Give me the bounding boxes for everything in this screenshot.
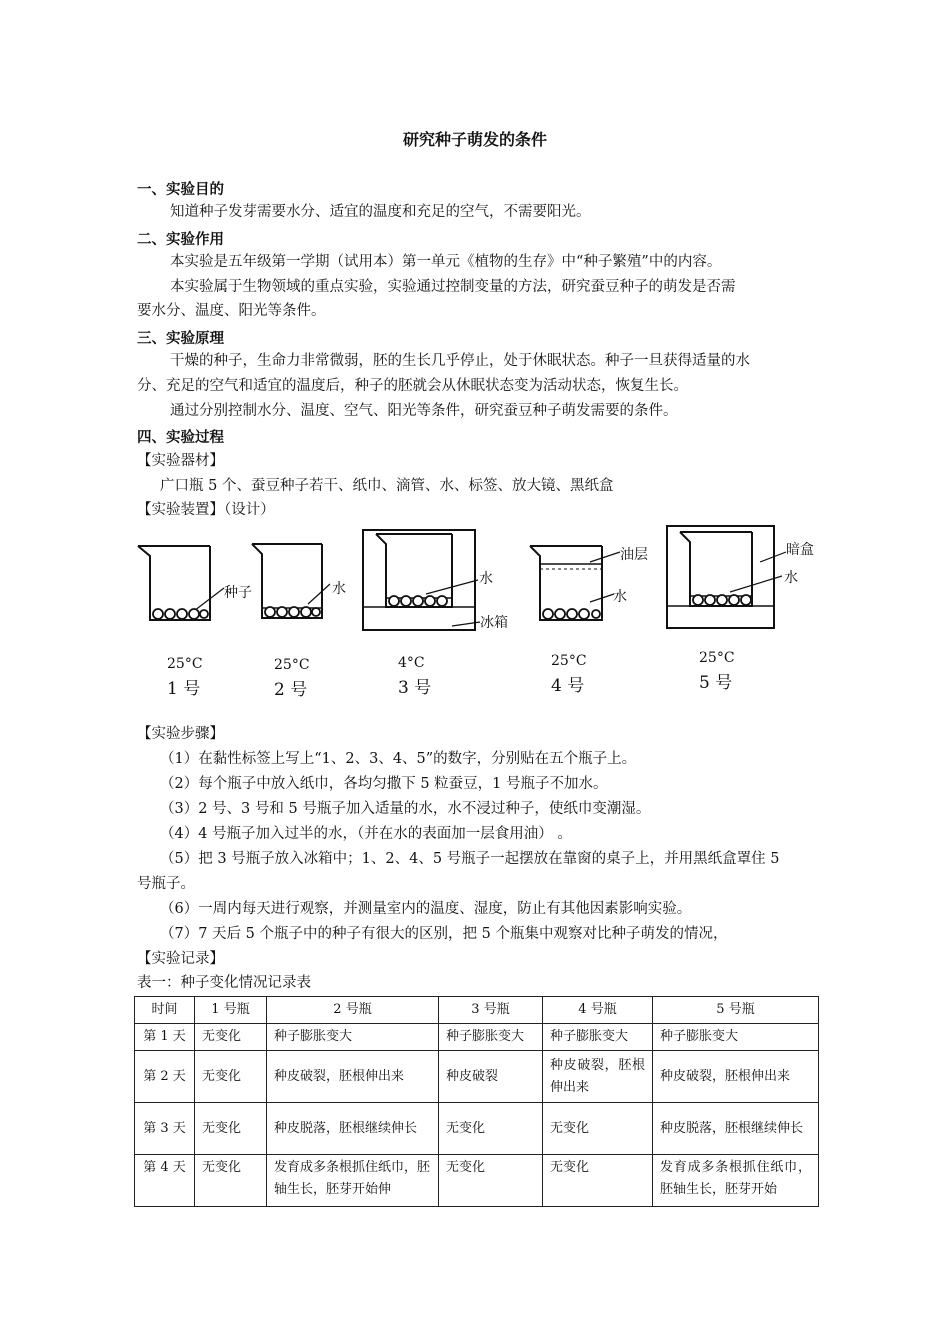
table-cell: 种子膨胀变大 xyxy=(267,1024,439,1051)
temp-bottle-5: 25°C xyxy=(699,650,735,666)
section-heading-principle: 三、实验原理 xyxy=(137,331,224,347)
step-4: （4）4 号瓶子加入过半的水，（并在水的表面加一层食用油） 。 xyxy=(160,826,572,842)
table-row xyxy=(135,1155,819,1207)
table-cell: 第 4 天 xyxy=(135,1155,195,1207)
materials-label: 【实验器材】 xyxy=(137,453,224,469)
step-7: （7）7 天后 5 个瓶子中的种子有很大的区别，把 5 个瓶集中观察对比种子萌发的情况， xyxy=(160,926,728,942)
table-cell: 种子膨胀变大 xyxy=(439,1024,543,1051)
temp-bottle-3: 4°C xyxy=(398,655,425,671)
table-row xyxy=(135,1051,819,1103)
temp-bottle-1: 25°C xyxy=(167,656,203,672)
bottle-label-2: 2 号 xyxy=(274,680,308,700)
table-cell: 种子膨胀变大 xyxy=(543,1024,653,1051)
bottle-label-3: 3 号 xyxy=(398,678,432,698)
table-cell: 第 3 天 xyxy=(135,1103,195,1155)
bottle-label-4: 4 号 xyxy=(551,676,585,696)
bottle-label-1: 1 号 xyxy=(167,679,201,699)
step-6: （6）一周内每天进行观察，并测量室内的温度、湿度，防止有其他因素影响实验。 xyxy=(160,901,692,917)
setup-label: 【实验装置】（设计） xyxy=(137,502,275,518)
label-oil: 油层 xyxy=(620,547,648,563)
table-cell: 种皮破裂 xyxy=(439,1051,543,1103)
table-cell: 发育成多条根抓住纸巾，胚轴生长，胚芽开始伸 xyxy=(267,1155,439,1207)
role-paragraph-2a: 本实验属于生物领域的重点实验，实验通过控制变量的方法，研究蚕豆种子的萌发是否需 xyxy=(170,279,736,295)
table-cell: 无变化 xyxy=(195,1103,267,1155)
table-cell: 无变化 xyxy=(543,1103,653,1155)
table-cell: 种皮破裂，胚根伸出来 xyxy=(653,1051,819,1103)
header-cell: 2 号瓶 xyxy=(267,997,439,1024)
header-cell: 4 号瓶 xyxy=(543,997,653,1024)
table-cell: 种皮破裂，胚根伸出来 xyxy=(267,1051,439,1103)
step-5b: 号瓶子。 xyxy=(137,876,195,892)
table-cell: 种子膨胀变大 xyxy=(653,1024,819,1051)
step-3: （3）2 号、3 号和 5 号瓶子加入适量的水，水不浸过种子，使纸巾变潮湿。 xyxy=(160,801,651,817)
table-row xyxy=(135,1024,819,1051)
bottle-label-5: 5 号 xyxy=(699,673,733,693)
label-water-2: 水 xyxy=(332,581,346,597)
temp-bottle-2: 25°C xyxy=(274,657,310,673)
materials-text: 广口瓶 5 个、蚕豆种子若干、纸巾、滴管、水、标签、放大镜、黑纸盒 xyxy=(160,478,614,494)
section-heading-purpose: 一、实验目的 xyxy=(137,182,224,198)
role-paragraph-1: 本实验是五年级第一学期（试用本）第一单元《植物的生存》中“种子繁殖”中的内容。 xyxy=(170,254,722,270)
table-row xyxy=(135,1103,819,1155)
table-cell: 无变化 xyxy=(439,1103,543,1155)
page-title: 研究种子萌发的条件 xyxy=(402,130,547,149)
table-cell: 无变化 xyxy=(195,1051,267,1103)
step-1: （1）在黏性标签上写上“1、2、3、4、5”的数字，分别贴在五个瓶子上。 xyxy=(160,751,637,767)
table-cell: 种皮脱落，胚根继续伸长 xyxy=(653,1103,819,1155)
section-heading-process: 四、实验过程 xyxy=(137,430,224,446)
table-cell: 种皮脱落，胚根继续伸长 xyxy=(267,1103,439,1155)
seed-record-table xyxy=(134,996,819,1207)
table-cell: 第 1 天 xyxy=(135,1024,195,1051)
table-cell: 无变化 xyxy=(439,1155,543,1207)
temp-bottle-4: 25°C xyxy=(551,653,587,669)
header-cell: 1 号瓶 xyxy=(195,997,267,1024)
header-cell: 5 号瓶 xyxy=(653,997,819,1024)
role-paragraph-2b: 要水分、温度、阳光等条件。 xyxy=(137,303,326,319)
header-cell: 时间 xyxy=(135,997,195,1024)
header-cell: 3 号瓶 xyxy=(439,997,543,1024)
label-seed: 种子 xyxy=(224,585,252,601)
label-water-4: 水 xyxy=(613,589,627,605)
step-2: （2）每个瓶子中放入纸巾，各均匀撒下 5 粒蚕豆，1 号瓶子不加水。 xyxy=(160,776,608,792)
table-header-row xyxy=(135,997,819,1024)
steps-label: 【实验步骤】 xyxy=(137,726,224,742)
record-label: 【实验记录】 xyxy=(137,951,224,967)
label-dark-box: 暗盒 xyxy=(786,542,814,558)
purpose-text: 知道种子发芽需要水分、适宜的温度和充足的空气，不需要阳光。 xyxy=(170,204,591,220)
table-cell: 无变化 xyxy=(195,1024,267,1051)
principle-paragraph-2: 通过分别控制水分、温度、空气、阳光等条件，研究蚕豆种子萌发需要的条件。 xyxy=(170,403,678,419)
table-cell: 种皮破裂，胚根伸出来 xyxy=(543,1051,653,1103)
table-cell: 发育成多条根抓住纸巾，胚轴生长，胚芽开始 xyxy=(653,1155,819,1207)
table-cell: 无变化 xyxy=(543,1155,653,1207)
step-5a: （5）把 3 号瓶子放入冰箱中；1、2、4、5 号瓶子一起摆放在靠窗的桌子上，并用黑纸盒罩住 5 xyxy=(160,851,780,867)
principle-paragraph-1b: 分、充足的空气和适宜的温度后，种子的胚就会从休眠状态变为活动状态，恢复生长。 xyxy=(137,378,688,394)
principle-paragraph-1a: 干燥的种子，生命力非常微弱，胚的生长几乎停止，处于休眠状态。种子一旦获得适量的水 xyxy=(170,353,750,369)
section-heading-role: 二、实验作用 xyxy=(137,232,224,248)
label-water-3: 水 xyxy=(479,571,493,587)
label-water-5: 水 xyxy=(784,570,798,586)
table-cell: 无变化 xyxy=(195,1155,267,1207)
label-fridge: 冰箱 xyxy=(480,615,508,631)
table-caption: 表一：种子变化情况记录表 xyxy=(137,975,311,991)
table-cell: 第 2 天 xyxy=(135,1051,195,1103)
